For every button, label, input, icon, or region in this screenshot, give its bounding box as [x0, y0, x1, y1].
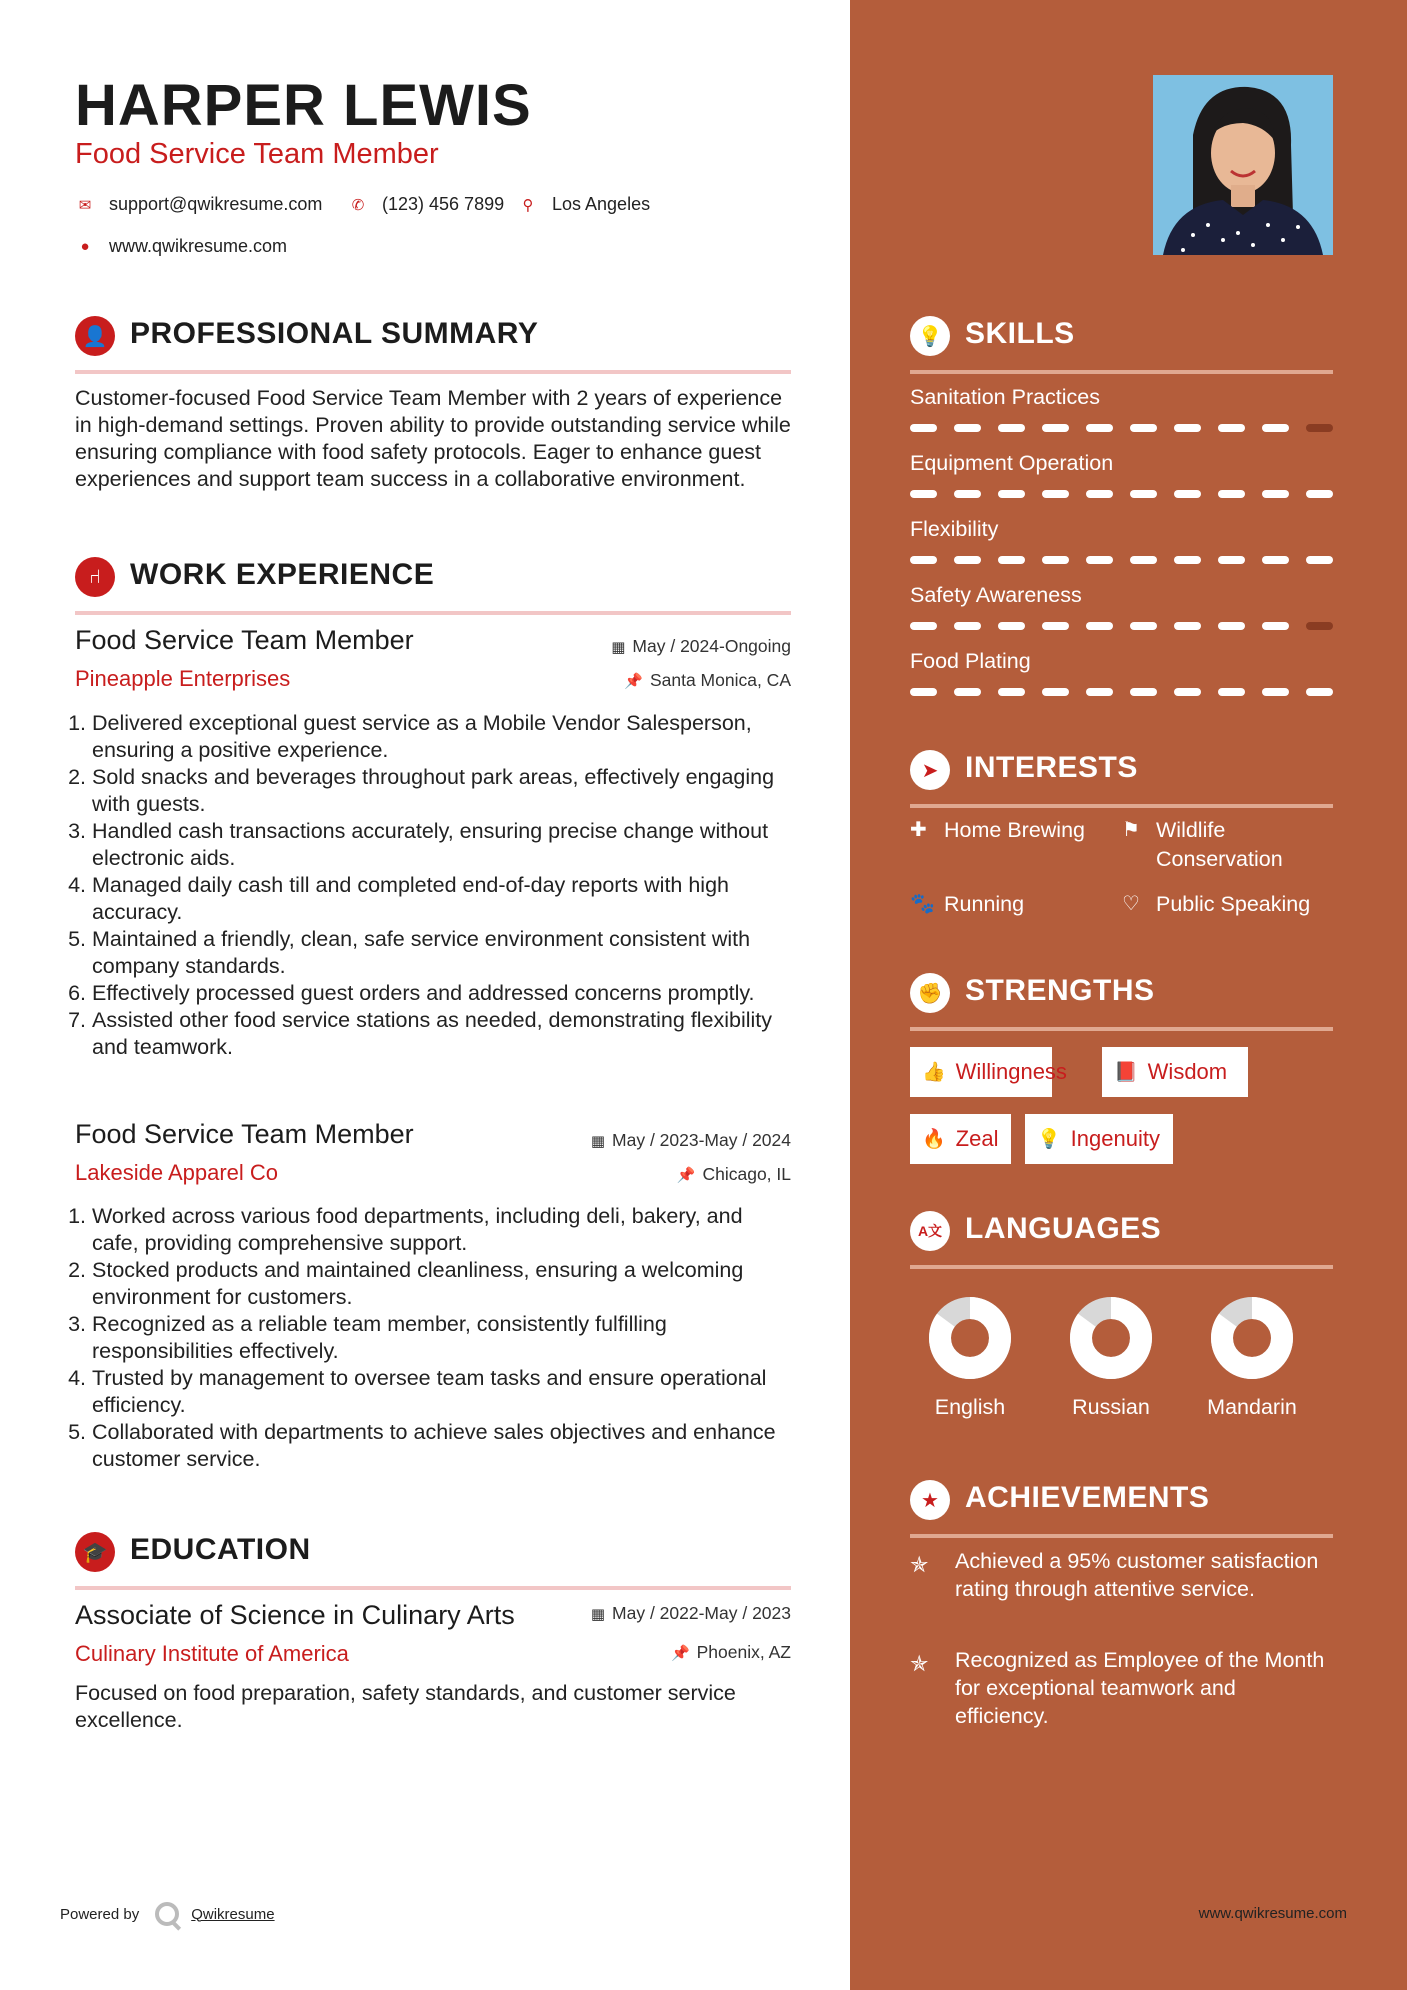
job-title: Food Service Team Member — [75, 1119, 414, 1149]
strength-tag — [1025, 1114, 1173, 1164]
strength-tag — [910, 1047, 1067, 1097]
skill-dash-filled — [1218, 490, 1245, 498]
heartbeat-icon: ♡ — [1122, 893, 1140, 915]
language-item — [1192, 1295, 1312, 1420]
language-donut — [1068, 1295, 1154, 1381]
bulb-icon: 💡 — [1037, 1129, 1061, 1150]
strengths-heading: STRENGTHS — [965, 974, 1155, 1007]
skill-dash-empty — [1306, 622, 1333, 630]
flame-icon: 🔥 — [922, 1129, 946, 1150]
skill-dash-filled — [1174, 688, 1201, 696]
skill-dash-filled — [998, 622, 1025, 630]
skill-dash-filled — [1042, 490, 1069, 498]
powered-by — [60, 1902, 275, 1926]
email-text: support@qwikresume.com — [109, 194, 323, 214]
pin-icon: 📌 — [624, 673, 643, 690]
interests-heading: INTERESTS — [965, 751, 1138, 784]
skill-dash-filled — [910, 556, 937, 564]
interest-label: Running — [944, 892, 1025, 916]
interest-label: Home Brewing — [944, 818, 1085, 842]
qwikresume-link[interactable]: Qwikresume — [191, 1905, 275, 1923]
skill-dash-filled — [998, 556, 1025, 564]
strength-label: Willingness — [955, 1059, 1067, 1084]
interest-label: Wildlife Conservation — [1156, 818, 1283, 871]
job-dates-text: May / 2023-May / 2024 — [612, 1130, 791, 1150]
experience-heading: WORK EXPERIENCE — [130, 558, 435, 591]
job-title: Food Service Team Member — [75, 625, 414, 655]
list-item: 1. Worked across various food departments, including deli, bakery, and cafe, providing comprehensive support. — [92, 1203, 792, 1257]
strength-label: Ingenuity — [1070, 1126, 1160, 1151]
phone-icon: ✆ — [351, 196, 365, 214]
divider — [910, 1534, 1333, 1538]
achievement-text: Achieved a 95% customer satisfaction rating through attentive service. — [955, 1549, 1319, 1601]
skill-dash-filled — [1042, 424, 1069, 432]
skill-dash-filled — [954, 490, 981, 498]
skill-name: Equipment Operation — [910, 451, 1114, 475]
graduation-icon: 🎓 — [75, 1532, 115, 1572]
job-location — [624, 670, 791, 691]
paw-icon: 🐾 — [910, 893, 935, 915]
globe-icon: ● — [80, 238, 90, 255]
chair-icon: ⑁ — [75, 557, 115, 597]
skill-dash-filled — [1262, 556, 1289, 564]
job-company: Pineapple Enterprises — [75, 666, 291, 691]
skill-dash-filled — [1086, 556, 1113, 564]
skill-dash-filled — [1086, 688, 1113, 696]
list-item: 4. Managed daily cash till and completed end-of-day reports with high accuracy. — [92, 872, 792, 926]
achievement-text: Recognized as Employee of the Month for exceptional teamwork and efficiency. — [955, 1648, 1325, 1728]
skill-item — [910, 583, 1333, 608]
calendar-icon: ▦ — [611, 639, 626, 656]
languages-heading: LANGUAGES — [965, 1212, 1162, 1245]
skill-dash-filled — [1042, 688, 1069, 696]
list-item: 7. Assisted other food service stations as needed, demonstrating flexibility and teamwork. — [92, 1007, 792, 1061]
education-location-text: Phoenix, AZ — [696, 1642, 791, 1662]
skill-rating — [910, 424, 1333, 432]
skill-dash-filled — [998, 490, 1025, 498]
summary-text: Customer-focused Food Service Team Member with 2 years of experience in high-demand settings. Proven ability to provide outstanding service while ensuring compliance with food safety protocols. Eager to enhance guest experiences and support team success in a collaborative environment. — [75, 386, 791, 491]
language-donut — [927, 1295, 1013, 1381]
list-item: 2. Stocked products and maintained cleanliness, ensuring a welcoming environment for customers. — [92, 1257, 792, 1311]
lightbulb-icon: 💡 — [910, 316, 950, 356]
contact-email[interactable] — [75, 194, 322, 215]
skill-rating — [910, 556, 1333, 564]
location-text: Los Angeles — [552, 194, 651, 214]
language-name: English — [934, 1395, 1006, 1419]
skill-dash-filled — [1262, 688, 1289, 696]
pin-icon: 📌 — [676, 1167, 696, 1184]
skills-heading: SKILLS — [965, 317, 1075, 350]
skill-dash-filled — [1086, 622, 1113, 630]
skill-item — [910, 451, 1333, 476]
summary-heading: PROFESSIONAL SUMMARY — [130, 317, 539, 350]
candidate-name: HARPER LEWIS — [75, 73, 532, 138]
language-item — [910, 1295, 1030, 1420]
profile-photo — [1153, 75, 1333, 255]
skill-dash-filled — [1262, 622, 1289, 630]
skill-rating — [910, 688, 1333, 696]
map-marker-icon: ⚲ — [522, 196, 534, 214]
list-item: 5. Maintained a friendly, clean, safe service environment consistent with company standards. — [92, 926, 792, 980]
strength-tag — [1102, 1047, 1248, 1097]
language-name: Russian — [1072, 1395, 1150, 1419]
skill-dash-filled — [1042, 622, 1069, 630]
skill-dash-filled — [954, 424, 981, 432]
flag-icon: ⚑ — [1122, 819, 1140, 841]
list-item: 4. Trusted by management to oversee team tasks and ensure operational efficiency. — [92, 1365, 792, 1419]
calendar-icon: ▦ — [590, 1133, 606, 1150]
skill-dash-filled — [1262, 424, 1289, 432]
candidate-title: Food Service Team Member — [75, 138, 439, 170]
strength-label: Wisdom — [1147, 1059, 1228, 1084]
divider — [75, 370, 791, 374]
right-column — [850, 0, 1407, 1990]
list-item: 6. Effectively processed guest orders and addressed concerns promptly. — [92, 980, 792, 1007]
education-dates — [591, 1603, 791, 1624]
skill-dash-filled — [1174, 424, 1201, 432]
skill-name: Sanitation Practices — [910, 385, 1101, 409]
job-location — [677, 1164, 791, 1185]
skill-item — [910, 385, 1333, 410]
skill-dash-filled — [1042, 556, 1069, 564]
education-location — [671, 1642, 791, 1663]
skill-dash-filled — [1262, 490, 1289, 498]
job-bullets — [68, 710, 792, 1061]
skill-dash-filled — [954, 556, 981, 564]
skill-dash-filled — [910, 688, 937, 696]
skill-dash-filled — [1130, 622, 1157, 630]
list-item: 3. Handled cash transactions accurately, ensuring precise change without electronic aids. — [92, 818, 792, 872]
list-item: 3. Recognized as a reliable team member, consistently fulfilling responsibilities effectively. — [92, 1311, 792, 1365]
skill-name: Food Plating — [910, 649, 1031, 673]
skill-dash-filled — [954, 622, 981, 630]
powered-by-text: Powered by — [60, 1905, 140, 1923]
skill-dash-empty — [1306, 424, 1333, 432]
skill-dash-filled — [1130, 556, 1157, 564]
skill-dash-filled — [1306, 688, 1333, 696]
language-name: Mandarin — [1207, 1395, 1297, 1419]
divider — [910, 1027, 1333, 1031]
job-company: Lakeside Apparel Co — [75, 1160, 279, 1185]
divider — [910, 1265, 1333, 1269]
book-icon: 📕 — [1114, 1062, 1138, 1083]
skill-dash-filled — [1218, 424, 1245, 432]
school-name: Culinary Institute of America — [75, 1641, 349, 1666]
skill-dash-filled — [998, 424, 1025, 432]
skill-rating — [910, 622, 1333, 630]
skill-dash-filled — [1086, 424, 1113, 432]
star-icon: ✯ — [910, 1552, 929, 1577]
strength-label: Zeal — [955, 1126, 999, 1151]
divider — [910, 370, 1333, 374]
skill-dash-filled — [954, 688, 981, 696]
skill-dash-filled — [1130, 424, 1157, 432]
job-dates-text: May / 2024-Ongoing — [632, 636, 791, 656]
divider — [75, 611, 791, 615]
job-location-text: Chicago, IL — [702, 1164, 791, 1184]
website-text: www.qwikresume.com — [109, 236, 288, 256]
skill-dash-filled — [1218, 622, 1245, 630]
language-item — [1051, 1295, 1171, 1420]
job-dates — [611, 636, 791, 657]
divider — [910, 804, 1333, 808]
education-heading: EDUCATION — [130, 1533, 311, 1566]
skill-dash-filled — [1086, 490, 1113, 498]
phone-text: (123) 456 7899 — [382, 194, 505, 214]
skill-dash-filled — [1130, 490, 1157, 498]
star-icon: ✯ — [910, 1651, 929, 1676]
qwikresume-logo-icon — [155, 1902, 179, 1926]
skill-name: Flexibility — [910, 517, 999, 541]
skill-dash-filled — [1306, 556, 1333, 564]
skill-dash-filled — [1306, 490, 1333, 498]
list-item: 5. Collaborated with departments to achieve sales objectives and enhance customer service. — [92, 1419, 792, 1473]
contact-phone[interactable] — [348, 194, 504, 215]
list-item: 1. Delivered exceptional guest service as a Mobile Vendor Salesperson, ensuring a positive experience. — [92, 710, 792, 764]
user-icon: 👤 — [75, 316, 115, 356]
puzzle-icon: ✚ — [910, 819, 927, 841]
interest-label: Public Speaking — [1156, 892, 1311, 916]
degree-title: Associate of Science in Culinary Arts — [75, 1600, 515, 1630]
paper-plane-icon: ➤ — [910, 750, 950, 790]
skill-item — [910, 517, 1333, 542]
skill-dash-filled — [1218, 688, 1245, 696]
fist-icon: ✊ — [910, 973, 950, 1013]
education-dates-text: May / 2022-May / 2023 — [612, 1603, 791, 1623]
envelope-icon: ✉ — [78, 196, 92, 214]
list-item: 2. Sold snacks and beverages throughout park areas, effectively engaging with guests. — [92, 764, 792, 818]
skill-dash-filled — [1218, 556, 1245, 564]
skill-dash-filled — [1130, 688, 1157, 696]
contact-website[interactable] — [75, 236, 287, 257]
language-donut — [1209, 1295, 1295, 1381]
skill-dash-filled — [1174, 622, 1201, 630]
skill-dash-filled — [910, 490, 937, 498]
skill-rating — [910, 490, 1333, 498]
star-badge-icon: ★ — [910, 1480, 950, 1520]
footer-website[interactable]: www.qwikresume.com — [1198, 1905, 1347, 1922]
divider — [75, 1586, 791, 1590]
job-dates — [591, 1130, 791, 1151]
pin-icon: 📌 — [670, 1645, 690, 1662]
skill-item — [910, 649, 1333, 674]
skill-dash-filled — [910, 622, 937, 630]
thumbs-up-icon: 👍 — [922, 1062, 946, 1083]
skill-dash-filled — [910, 424, 937, 432]
skill-dash-filled — [998, 688, 1025, 696]
job-location-text: Santa Monica, CA — [649, 670, 791, 690]
language-icon: A文 — [910, 1211, 950, 1251]
contact-location — [518, 194, 650, 215]
skill-name: Safety Awareness — [910, 583, 1082, 607]
strength-tag — [910, 1114, 1011, 1164]
calendar-icon: ▦ — [590, 1606, 606, 1623]
education-description: Focused on food preparation, safety standards, and customer service excellence. — [75, 1681, 736, 1732]
skill-dash-filled — [1174, 556, 1201, 564]
skill-dash-filled — [1174, 490, 1201, 498]
job-bullets — [68, 1203, 792, 1473]
achievements-heading: ACHIEVEMENTS — [965, 1481, 1210, 1514]
